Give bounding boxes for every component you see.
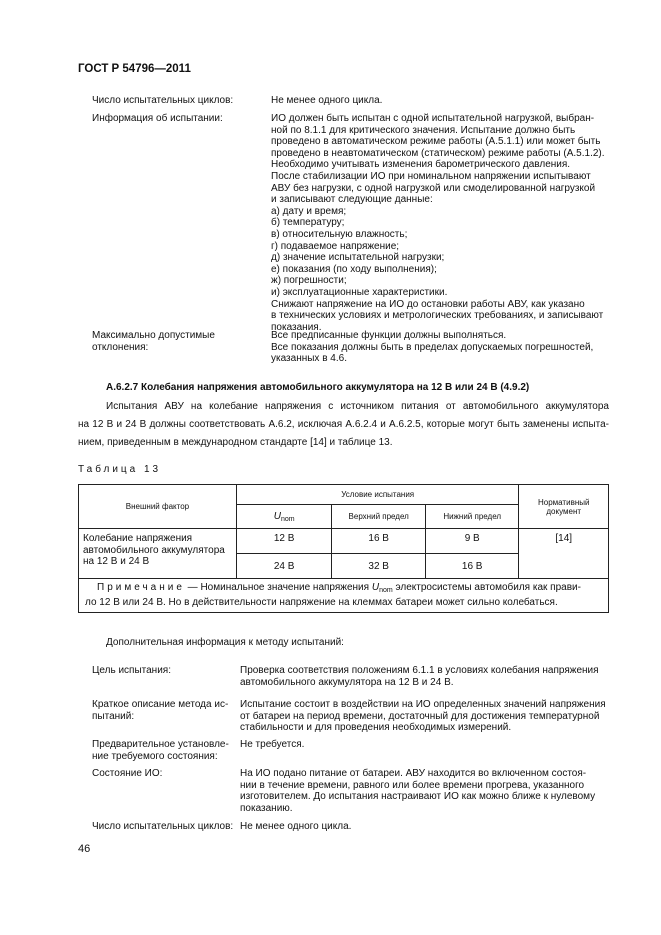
note-line: ло 12 В или 24 В. Но в действительности напряжение на клеммах батареи может сильно колебаться. xyxy=(85,596,558,608)
table-caption: Таблица 13 xyxy=(78,464,162,475)
cycles-value: Не менее одного цикла. xyxy=(271,95,383,106)
paragraph-line: Испытания АВУ на колебание напряжения с источником питания от автомобильного аккумулятора xyxy=(106,401,609,412)
text-line: автомобильного аккумулятора на 12 В и 24 В. xyxy=(240,676,454,688)
note-line: Примечание — Номинальное значение напряжения $U_{nom}$ электросистемы автомобиля как прави- xyxy=(97,582,581,594)
text-line: После стабилизации ИО при номинальном напряжении испытывают xyxy=(271,170,591,182)
item-label xyxy=(92,821,237,833)
table-row xyxy=(79,529,609,554)
text-line: Снижают напряжение на ИО до остановки работы АВУ, как указано xyxy=(271,298,585,310)
text-line: Не требуется. xyxy=(240,739,305,750)
unom-cell: 24 В xyxy=(236,554,332,579)
section-heading: А.6.2.7 Колебания напряжения автомобильного аккумулятора на 12 В или 24 В (4.9.2) xyxy=(106,382,530,393)
text-line: проведено в неавтоматическом (статическом) режиме работы (А.5.1.2). xyxy=(271,147,605,159)
table-note xyxy=(79,579,609,613)
item-label xyxy=(92,699,237,722)
document-header: ГОСТ Р 54796—2011 xyxy=(78,63,191,75)
item-label xyxy=(92,665,232,677)
max-deviation-label xyxy=(92,330,215,353)
upper-cell: 16 В xyxy=(332,529,426,554)
text-line: указанных в 4.6. xyxy=(271,353,347,365)
text-line: Предварительное установле- xyxy=(92,739,229,750)
list-item: б) температуру; xyxy=(271,217,345,229)
text-line: Максимально допустимые xyxy=(92,330,215,341)
text-line: Испытание состоит в воздействии на ИО определенных значений напряжения xyxy=(240,699,606,710)
upper-cell: 32 В xyxy=(332,554,426,579)
text-line: ИО должен быть испытан с одной испытательной нагрузкой, выбран- xyxy=(271,113,595,124)
lower-cell: 9 В xyxy=(425,529,519,554)
text-line: стабильности и для проведения необходимых измерений. xyxy=(240,722,512,734)
list-item: г) подаваемое напряжение; xyxy=(271,240,400,252)
header-unom: $U_{nom}$ xyxy=(236,505,332,529)
text-line: нии в течение времени, равного или более времени прогрева, указанного xyxy=(240,779,585,791)
text-line: АВУ без нагрузки, с одной нагрузкой или смоделированной нагрузкой xyxy=(271,182,596,194)
cycles-label: Число испытательных циклов: xyxy=(92,95,234,106)
text-line: Не менее одного цикла. xyxy=(240,821,352,832)
paragraph-line: нием, приведенным в международном стандарте [14] и таблице 13. xyxy=(78,437,393,448)
page-number: 46 xyxy=(78,843,91,855)
note-dash: — xyxy=(187,582,198,593)
header-normdoc: Нормативный документ xyxy=(519,485,609,529)
item-value xyxy=(240,739,612,751)
text-line: от батареи на период времени, достаточный для достижения температурной xyxy=(240,710,600,722)
test-info-label: Информация об испытании: xyxy=(92,113,223,124)
list-item: д) значение испытательной нагрузки; xyxy=(271,252,445,264)
text-line: Проверка соответствия положениям 6.1.1 в условиях колебания напряжения xyxy=(240,665,599,676)
header-upper: Верхний предел xyxy=(332,505,426,529)
list-item: а) дату и время; xyxy=(271,205,347,217)
text-line: Все показания должны быть в пределах допускаемых погрешностей, xyxy=(271,341,594,353)
list-item: и) эксплуатационные характеристики. xyxy=(271,286,448,298)
item-value xyxy=(240,821,612,833)
header-condition: Условие испытания xyxy=(236,485,519,505)
text-line: Необходимо учитывать изменения барометрического давления. xyxy=(271,159,571,171)
text-line: изготовителем. До испытания настраивают ИО как можно ближе к нулевому xyxy=(240,791,596,803)
text-line: показания. xyxy=(271,321,322,333)
text-line: ние требуемого состояния: xyxy=(92,750,218,762)
text-line: пытаний: xyxy=(92,710,135,722)
text-line: отклонения: xyxy=(92,341,149,353)
additional-intro: Дополнительная информация к методу испытаний: xyxy=(106,637,344,648)
item-value xyxy=(240,665,612,688)
item-value xyxy=(240,768,612,814)
header-factor: Внешний фактор xyxy=(79,485,237,529)
note-label: Примечание xyxy=(97,582,185,593)
text-line: проведено в автоматическом режиме работы (А.5.1.1) или может быть xyxy=(271,136,601,148)
list-item: в) относительную влажность; xyxy=(271,228,408,240)
item-value xyxy=(240,699,612,734)
text-line: и записывают следующие данные: xyxy=(271,194,433,206)
item-label xyxy=(92,768,237,780)
list-item: е) показания (по ходу выполнения); xyxy=(271,263,437,275)
paragraph-line: на 12 В и 24 В должны соответствовать А.6.2, исключая А.6.2.4 и А.6.2.5, которые могут быть заменены испыта- xyxy=(78,419,609,430)
max-deviation-value xyxy=(271,330,611,365)
normdoc-cell: [14] xyxy=(519,529,609,579)
text-line: показанию. xyxy=(240,802,293,814)
text-line: в технических условиях и метрологических требованиях, и записывают xyxy=(271,310,604,322)
text-line: Состояние ИО: xyxy=(92,768,163,779)
test-info-value xyxy=(271,113,611,333)
section-paragraph xyxy=(78,398,609,452)
table-note-row xyxy=(79,579,609,613)
header-lower: Нижний предел xyxy=(425,505,519,529)
text-line: На ИО подано питание от батареи. АВУ находится во включенном состоя- xyxy=(240,768,587,779)
lower-cell: 16 В xyxy=(425,554,519,579)
factor-cell: Колебание напряжения автомобильного аккумулятора на 12 В и 24 В xyxy=(79,529,237,579)
item-label xyxy=(92,739,237,762)
text-line: Число испытательных циклов: xyxy=(92,821,234,832)
text-line: Цель испытания: xyxy=(92,665,171,676)
unom-cell: 12 В xyxy=(236,529,332,554)
table-13 xyxy=(78,484,609,613)
list-item: ж) погрешности; xyxy=(271,275,347,287)
text-line: ной по 8.1.1 для критического значения. Испытание должно быть xyxy=(271,124,576,136)
text-line: Все предписанные функции должны выполняться. xyxy=(271,330,507,341)
text-line: Краткое описание метода ис- xyxy=(92,699,229,710)
